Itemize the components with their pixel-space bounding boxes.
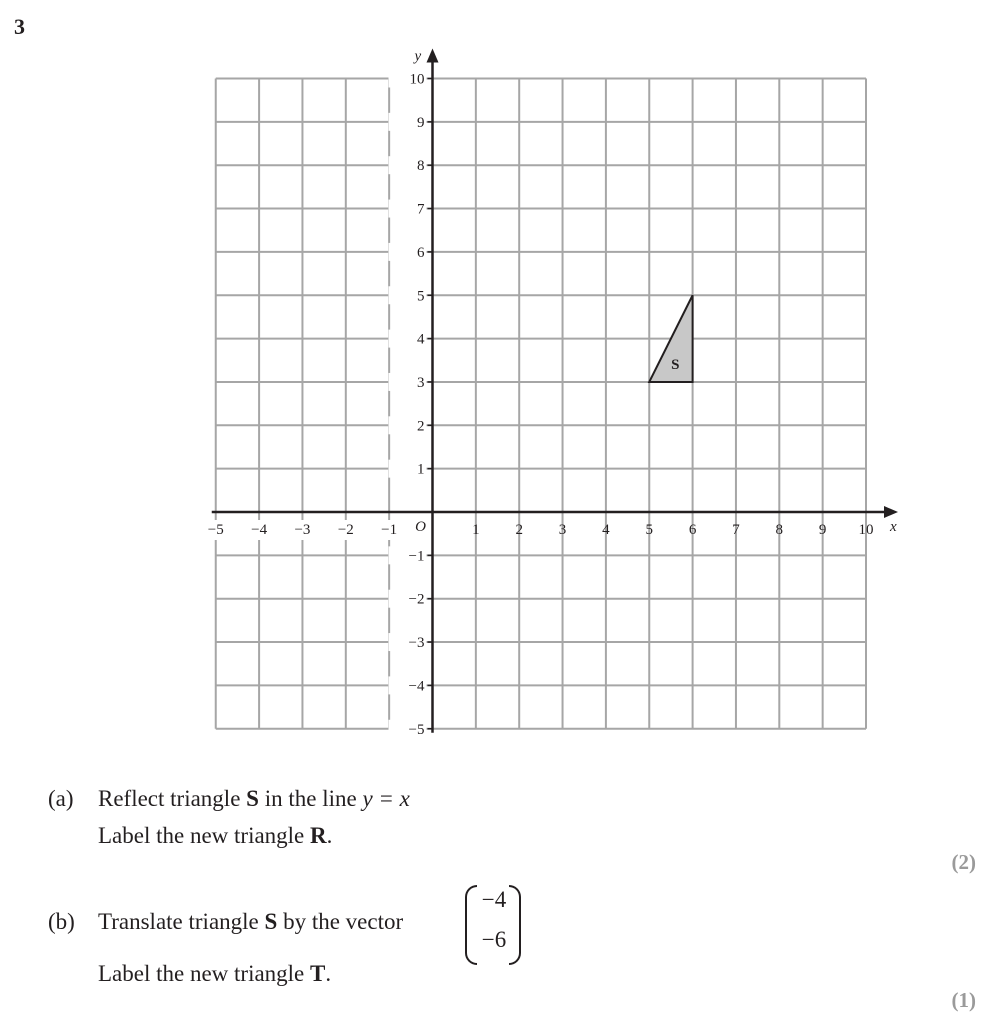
x-tick-label: 3 (558, 522, 567, 538)
text: Label the new triangle (98, 961, 311, 986)
y-tick-label: 6 (417, 244, 425, 261)
translation-vector (463, 885, 523, 963)
origin-label: O (415, 519, 426, 535)
part-b-line1 (98, 909, 403, 935)
y-tick-label: 5 (417, 288, 425, 305)
x-tick-label: 1 (472, 522, 480, 538)
y-tick-label: 2 (417, 418, 425, 435)
x-tick-label: 5 (645, 522, 653, 538)
vector-bottom: −6 (481, 927, 507, 952)
triangle-t-ref: T (310, 961, 326, 986)
right-bracket (509, 885, 521, 965)
x-axis-arrow-icon (884, 506, 898, 518)
text: Translate triangle (98, 909, 265, 934)
part-a-marks: (2) (951, 850, 976, 874)
part-b-label: (b) (48, 909, 75, 934)
triangle-s-ref: S (264, 909, 278, 934)
y-tick-label: 8 (417, 158, 425, 175)
left-bracket (465, 885, 477, 965)
y-axis-arrow-icon (427, 49, 439, 63)
x-tick-label: 7 (732, 522, 740, 538)
y-tick-label: −5 (408, 721, 425, 738)
y-tick-label: 4 (417, 331, 425, 348)
equation: y = x (362, 786, 410, 811)
triangle-r-ref: R (310, 823, 327, 848)
x-tick-label: 6 (688, 522, 697, 538)
part-a-label: (a) (48, 786, 74, 811)
x-tick-label: 8 (775, 522, 784, 538)
text: by the vector (277, 909, 404, 934)
y-tick-label: 10 (409, 71, 425, 88)
part-a-line2 (98, 823, 332, 849)
x-tick-label: −1 (381, 522, 398, 538)
x-tick-label: −2 (337, 522, 354, 538)
text: in the line (258, 786, 363, 811)
x-tick-label: 9 (818, 522, 827, 538)
triangle-s-ref: S (246, 786, 259, 811)
y-tick-label: −3 (408, 635, 425, 652)
text: . (326, 823, 333, 848)
part-a-line1 (98, 786, 410, 812)
text: . (325, 961, 332, 986)
x-tick-label: 10 (858, 522, 874, 538)
triangle-label-s: S (671, 356, 680, 373)
y-tick-label: 1 (417, 461, 425, 478)
part-b-line2 (98, 961, 331, 987)
y-axis-label: y (414, 48, 422, 65)
y-tick-label: −1 (408, 548, 425, 565)
x-tick-label: 2 (515, 522, 523, 538)
x-tick-label: −4 (251, 522, 268, 538)
x-tick-label: −3 (294, 522, 311, 538)
y-tick-label: −2 (408, 591, 425, 608)
x-axis-label: x (890, 519, 897, 535)
y-tick-label: 7 (417, 201, 425, 218)
part-b-marks: (1) (951, 988, 976, 1012)
x-tick-label: −5 (207, 522, 224, 538)
y-tick-label: 9 (417, 114, 425, 131)
text: Reflect triangle (98, 786, 247, 811)
question-number: 3 (14, 14, 25, 39)
y-tick-label: −4 (408, 678, 425, 695)
y-tick-label: 3 (417, 374, 425, 391)
vector-top: −4 (481, 887, 507, 912)
x-tick-label: 4 (602, 522, 610, 538)
text: Label the new triangle (98, 823, 311, 848)
